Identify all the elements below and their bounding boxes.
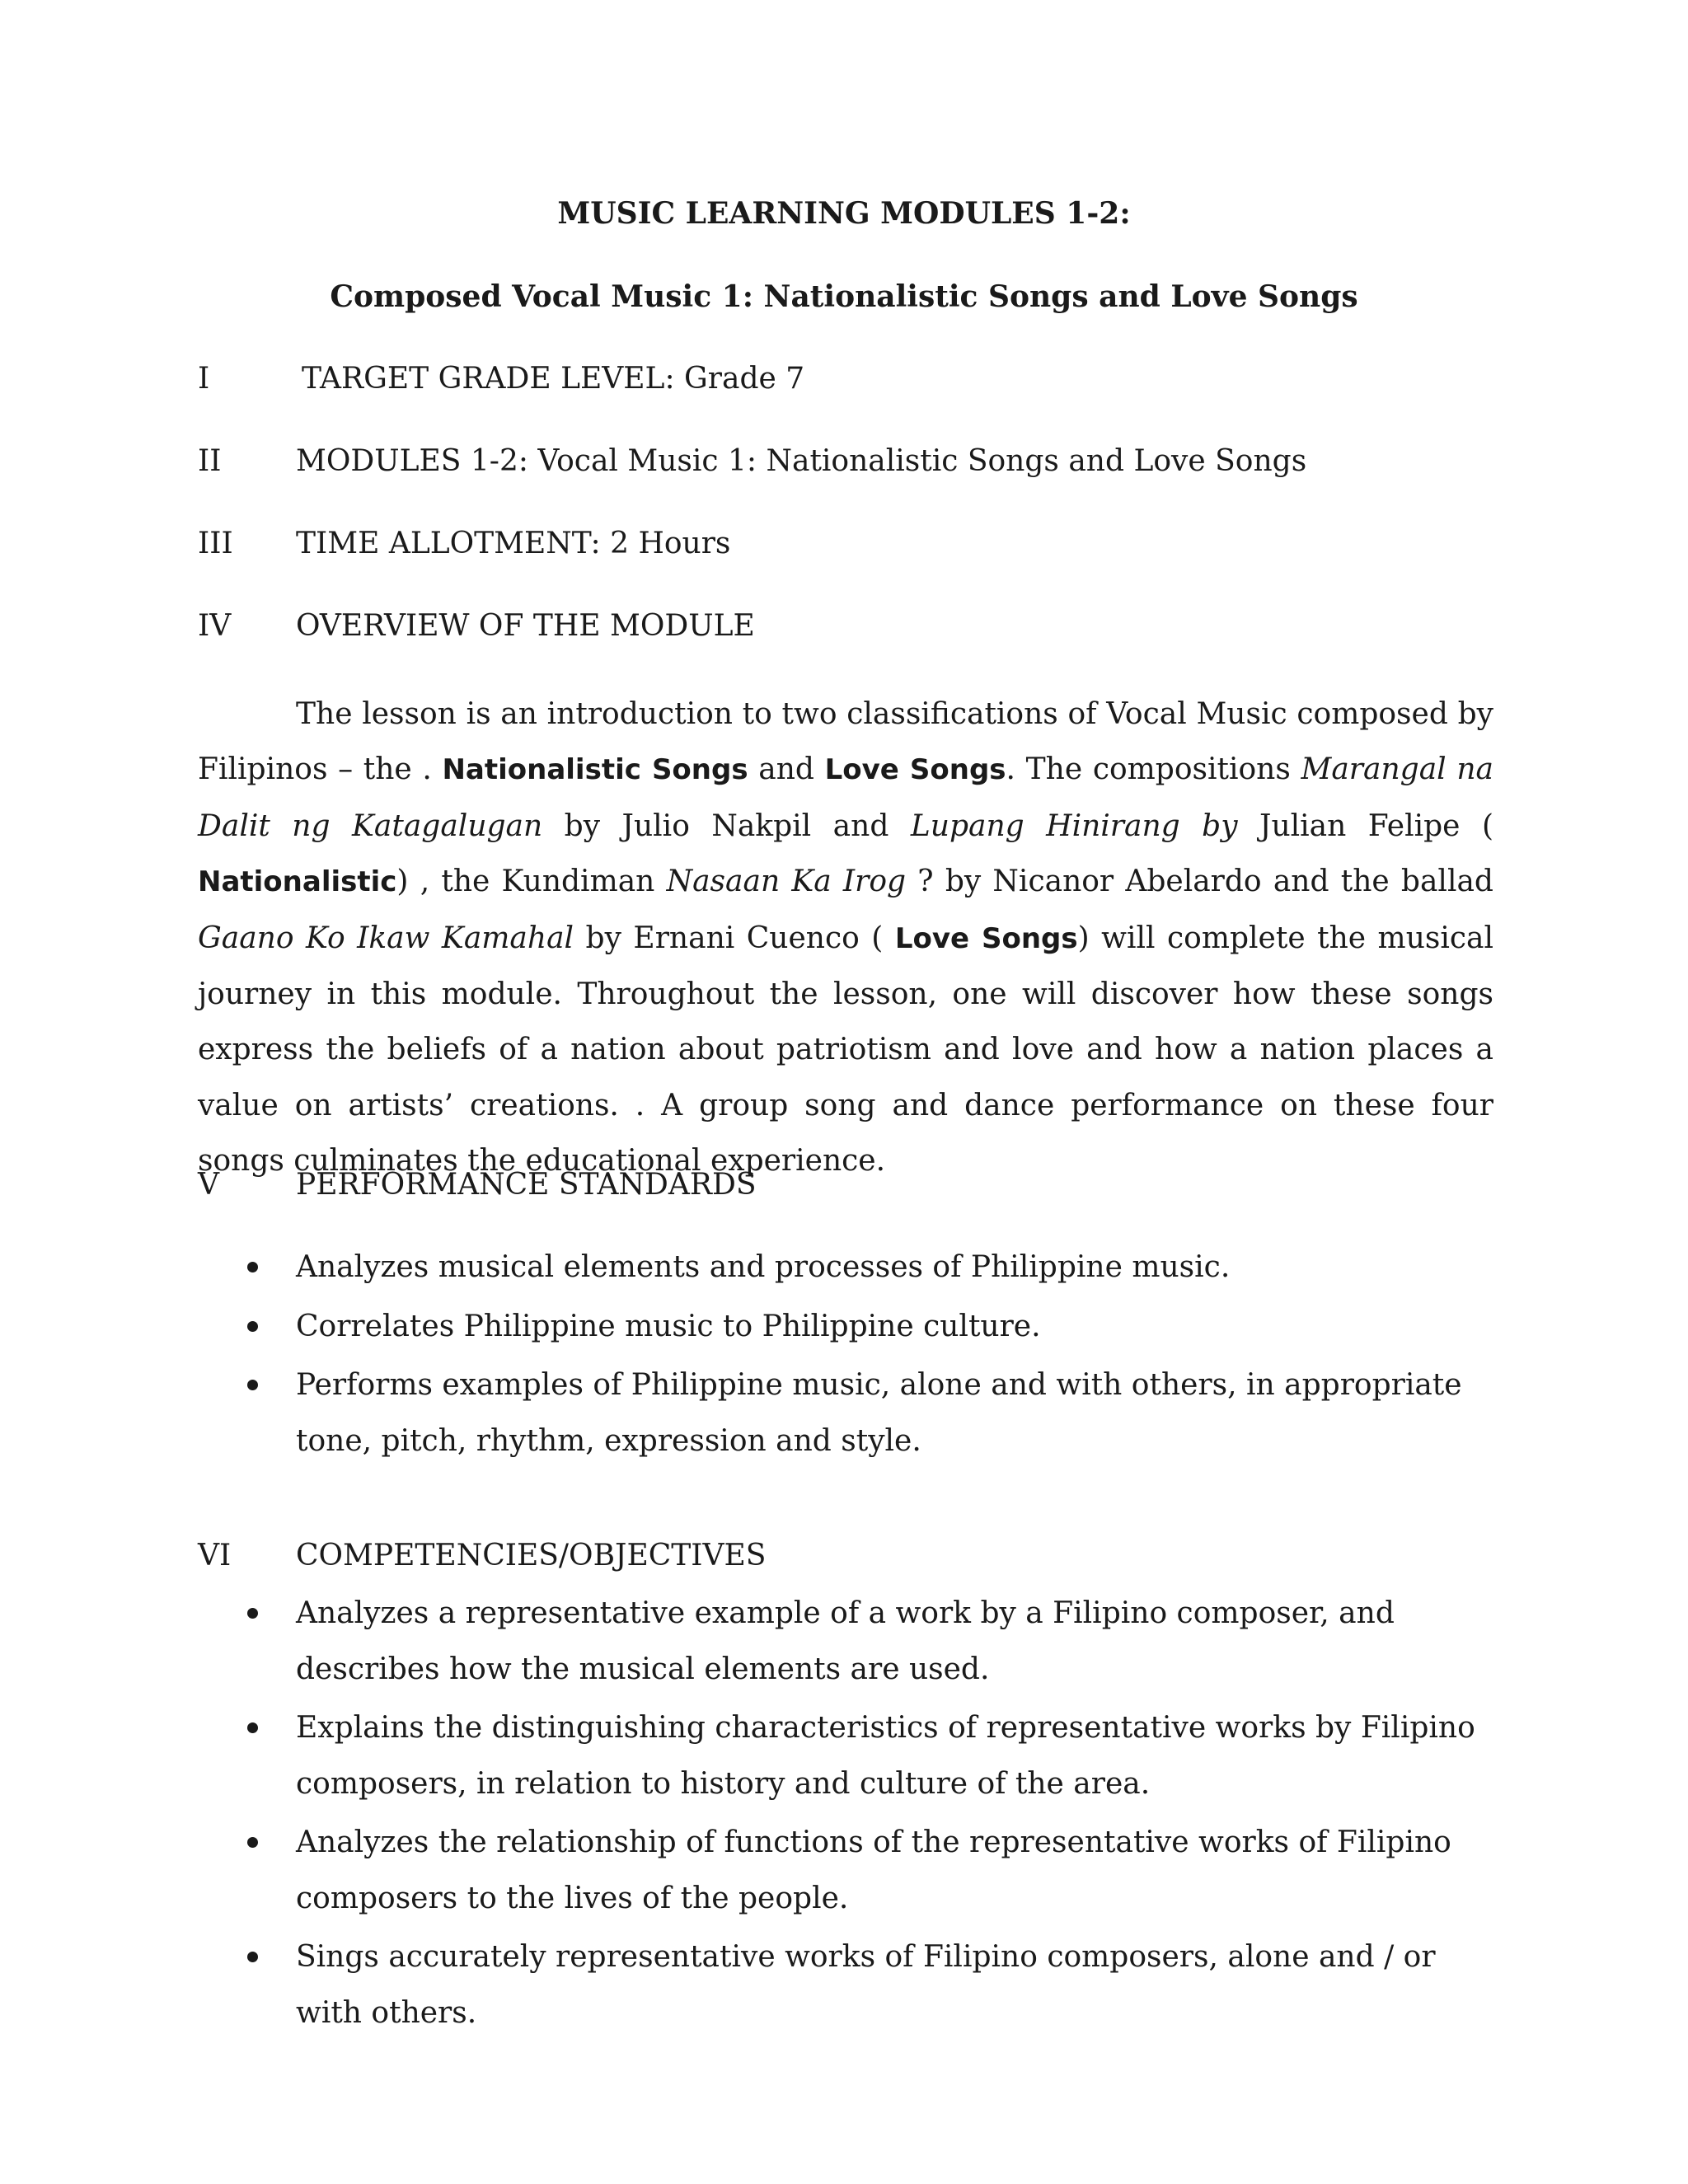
song-title-marangal: Marangal na Dalit ng Katagalugan [198,752,1493,843]
song-title-lupang-hinirang: Lupang Hinirang by [910,808,1238,843]
song-title-nasaan-ka-irog: Nasaan Ka Irog [666,865,907,899]
bullet-icon [247,1722,258,1733]
section-label: TIME ALLOTMENT: 2 Hours [296,527,731,560]
competencies-list [198,1586,1500,2041]
section-label: OVERVIEW OF THE MODULE [296,609,755,643]
list-item: Correlates Philippine music to Philippine culture. [198,1299,1500,1355]
section-number: III [198,527,233,560]
bullet-icon [247,1321,258,1332]
bullet-icon [247,1380,258,1390]
section-number: I [198,362,210,396]
section-label: MODULES 1-2: Vocal Music 1: Nationalistic Songs and Love Songs [296,444,1307,478]
overview-paragraph: The lesson is an introduction to two classifications of Vocal Music composed by Filipinos – the . Nationalistic Songs and Love Songs. The compositions Marangal na Dalit ng Katagalugan by Julio Nakpil and Lupang Hinirang by Julian Felipe ( Nationalistic) , the Kundiman Nasaan Ka Irog ? by Nicanor Abelardo and the ballad Gaano Ko Ikaw Kamahal by Ernani Cuenco ( Love Songs) will complete the musical journey in this module. Throughout the lesson, one will discover how these songs express the beliefs of a nation about patriotism and love and how a nation places a value on artists’ creations. . A group song and dance performance on these four songs culminates the educational experience. [198,697,1494,1179]
list-item: Analyzes musical elements and processes of Philippine music. [198,1240,1500,1296]
list-item: Sings accurately representative works of Filipino composers, alone and / or with others. [198,1929,1500,2041]
section-number: II [198,444,222,478]
section-label: PERFORMANCE STANDARDS [296,1168,757,1202]
song-title-gaano-ko-ikaw-kamahal: Gaano Ko Ikaw Kamahal [198,921,574,955]
section-number: VI [198,1539,232,1572]
list-item: Analyzes the relationship of functions of the representative works of Filipino composers to the lives of the people. [198,1815,1500,1926]
list-item: Explains the distinguishing characteristics of representative works by Filipino composers, in relation to history and culture of the area. [198,1700,1500,1811]
document-subtitle: Composed Vocal Music 1: Nationalistic Songs and Love Songs [330,279,1358,314]
bullet-icon [247,1952,258,1962]
bullet-icon [247,1262,258,1272]
performance-standards-list [198,1240,1500,1469]
section-number: IV [198,609,232,643]
list-item: Performs examples of Philippine music, alone and with others, in appropriate tone, pitch, rhythm, expression and style. [198,1357,1500,1469]
emphasis-nationalistic-songs: Nationalistic Songs [442,753,748,787]
list-item: Analyzes a representative example of a work by a Filipino composer, and describes how the musical elements are used. [198,1586,1500,1697]
emphasis-love-songs-2: Love Songs [894,921,1078,955]
section-label: COMPETENCIES/OBJECTIVES [296,1539,767,1572]
section-label: TARGET GRADE LEVEL: Grade 7 [302,362,805,396]
document-title: MUSIC LEARNING MODULES 1-2: [557,196,1131,231]
emphasis-nationalistic: Nationalistic [198,865,397,899]
section-number: V [198,1168,219,1202]
bullet-icon [247,1608,258,1619]
bullet-icon [247,1837,258,1848]
emphasis-love-songs: Love Songs [824,753,1006,787]
